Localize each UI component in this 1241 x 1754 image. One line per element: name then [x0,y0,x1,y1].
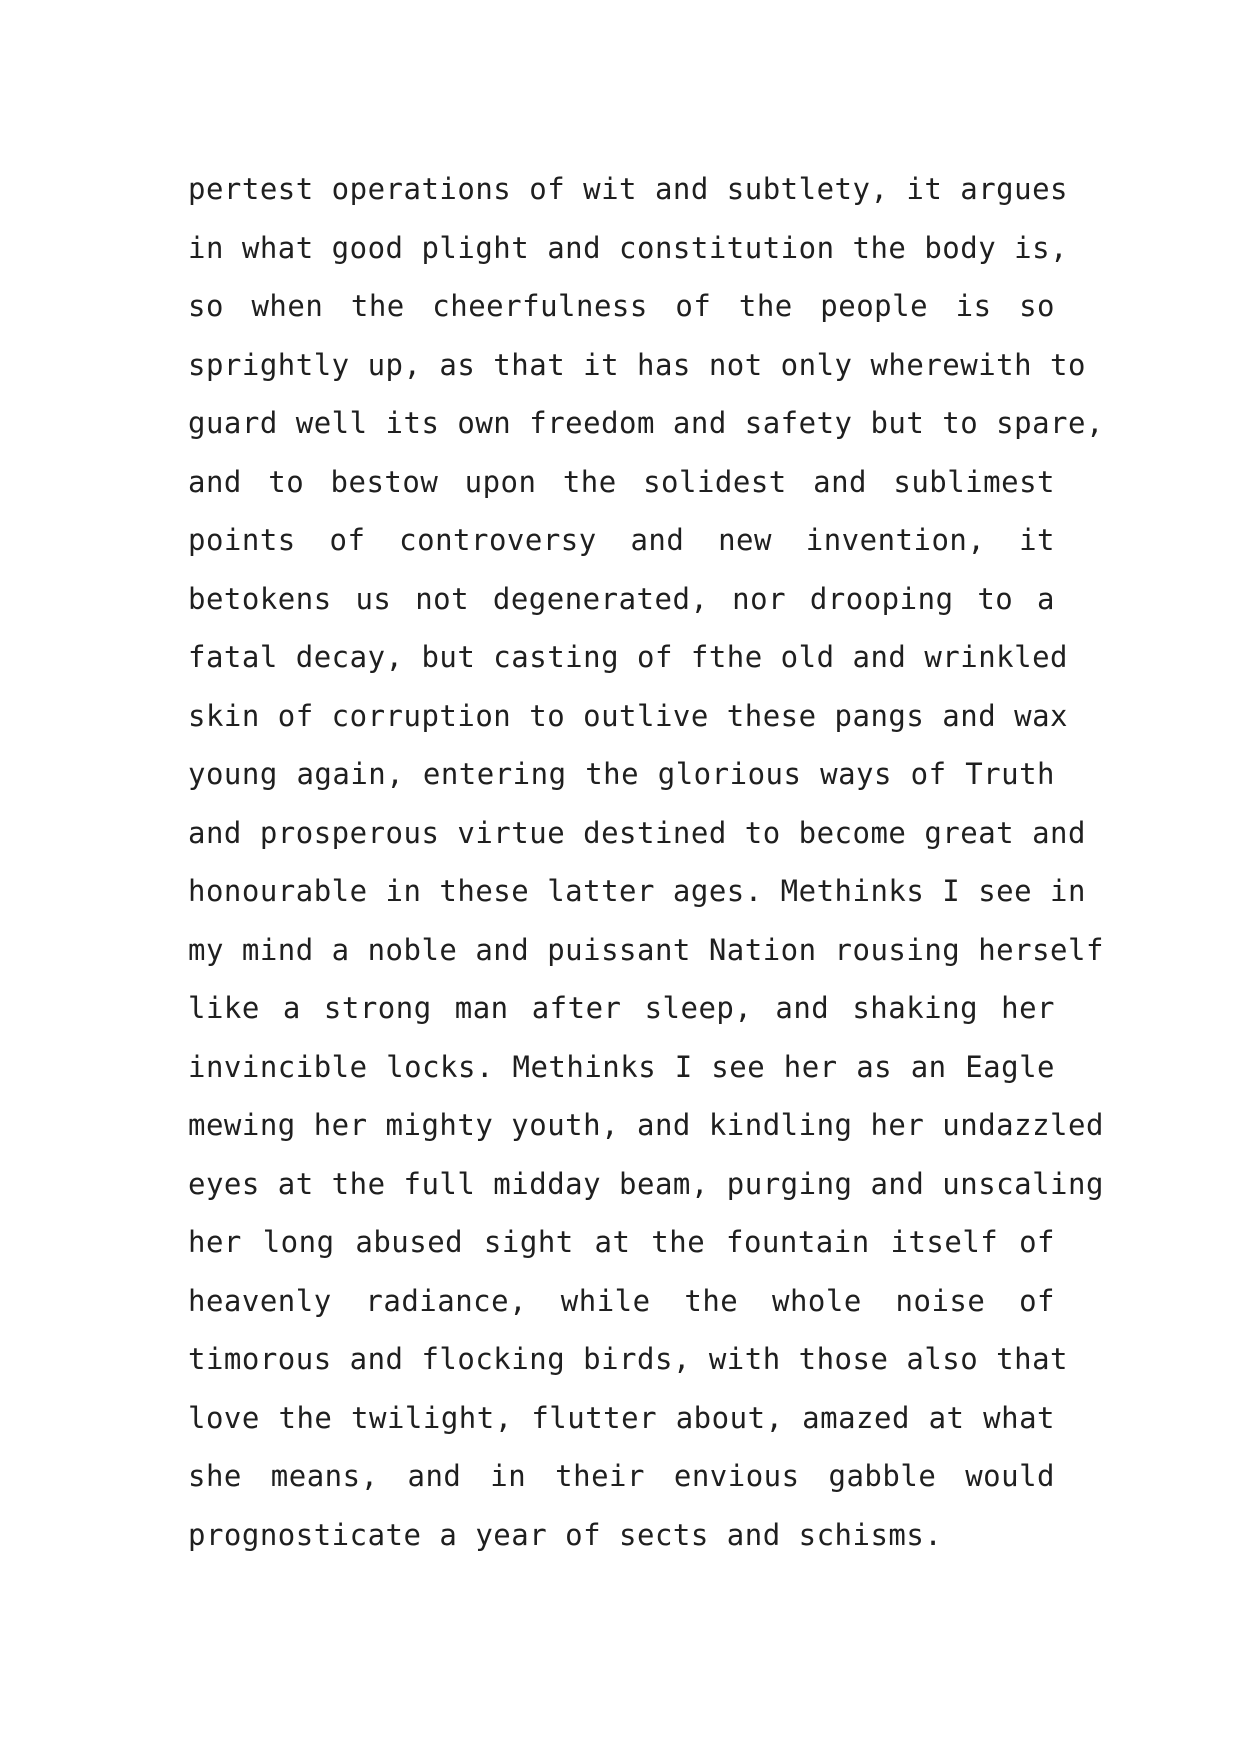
text-line: and to bestow upon the solidest and sublimest [188,464,1055,499]
text-line: love the twilight, flutter about, amazed at what [188,1400,1055,1435]
text-line: honourable in these latter ages. Methinks I see in [188,874,1086,908]
text-line: prognosticate a year of sects and schisms. [188,1517,943,1552]
text-line: heavenly radiance, while the whole noise of [188,1283,1055,1318]
text-line: points of controversy and new invention, it [188,523,1055,557]
text-line: my mind a noble and puissant Nation rousing herself [188,932,1104,967]
text-line: pertest operations of wit and subtlety, it argues [188,172,1069,206]
body-text [188,160,1104,1564]
text-line: fatal decay, but casting of fthe old and wrinkled [188,640,1069,674]
text-line: guard well its own freedom and safety but to spare, [188,406,1104,440]
text-line: skin of corruption to outlive these pangs and wax [188,698,1069,733]
text-line: betokens us not degenerated, nor drooping to a [188,581,1055,616]
text-line: mewing her mighty youth, and kindling her undazzled [188,1108,1104,1142]
text-line: in what good plight and constitution the body is, [188,230,1069,265]
text-line: she means, and in their envious gabble would [188,1459,1055,1493]
text-line: and prosperous virtue destined to become great and [188,815,1086,850]
text-line: young again, entering the glorious ways of Truth [188,757,1055,791]
text-line: eyes at the full midday beam, purging and unscaling [188,1166,1104,1201]
text-line: her long abused sight at the fountain itself of [188,1225,1055,1259]
text-line: sprightly up, as that it has not only wherewith to [188,347,1086,382]
text-line: so when the cheerfulness of the people is so [188,289,1055,323]
text-line: invincible locks. Methinks I see her as an Eagle [188,1049,1055,1084]
text-line: timorous and flocking birds, with those also that [188,1342,1069,1376]
text-line: like a strong man after sleep, and shaking her [188,991,1055,1025]
